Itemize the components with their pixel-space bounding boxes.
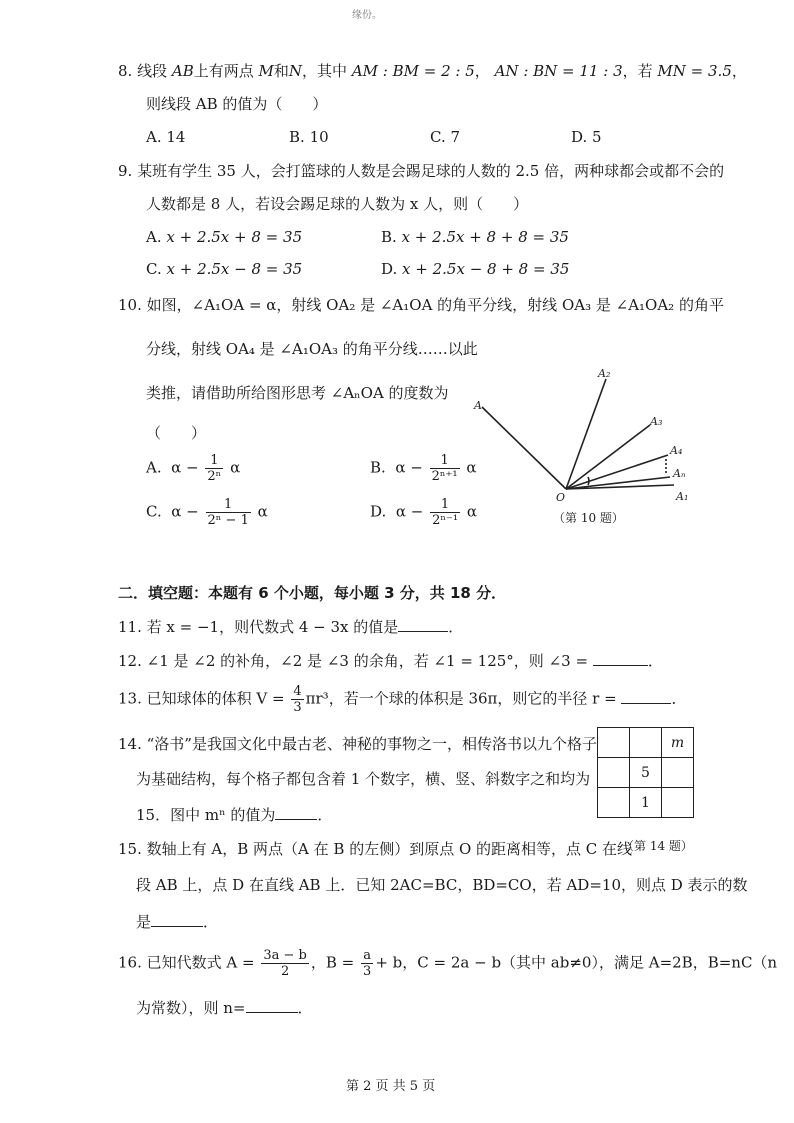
- q8-line1: [118, 62, 747, 80]
- q8-ratio: AM : BM = 2 : 5: [351, 62, 475, 80]
- q13: [118, 684, 687, 715]
- option-post: α: [466, 502, 477, 521]
- label-an: Aₙ: [673, 467, 686, 480]
- q8-line2: 则线段 AB 的值为（ ）: [146, 95, 328, 113]
- q10-number: 10.: [118, 296, 142, 314]
- grid-cell: [662, 788, 694, 818]
- q16-line2: [136, 998, 313, 1017]
- fraction-num: 4: [293, 684, 302, 699]
- q14-line2: 为基础结构，每个格子都包含着 1 个数字，横、竖、斜数字之和均为: [136, 770, 591, 788]
- q10-option-b[interactable]: [370, 453, 476, 484]
- grid-cell: [598, 728, 630, 758]
- q13-text: 已知球体的体积 V =: [146, 689, 285, 708]
- label-a3: A₃: [650, 415, 663, 428]
- q16-text: 已知代数式 A =: [146, 953, 255, 972]
- q16-number: 16.: [118, 953, 142, 972]
- q15-number: 15.: [118, 840, 142, 858]
- grid-cell: [598, 788, 630, 818]
- ray-oa: [482, 407, 566, 489]
- q13-number: 13.: [118, 689, 142, 708]
- q8-text: 和: [273, 62, 289, 80]
- option-text: 7: [450, 128, 461, 146]
- q9-text: 某班有学生 35 人，会打篮球的人数是会踢足球的人数的 2.5 倍，两种球都会或都不会的: [137, 162, 725, 180]
- q13-end: ．: [671, 689, 687, 708]
- answer-blank[interactable]: [151, 912, 203, 927]
- q10-line1: [118, 296, 724, 314]
- q13-text: πr³，若一个球的体积是 36π，则它的半径 r =: [305, 689, 617, 708]
- fraction-num: 3a − b: [263, 948, 307, 963]
- luoshu-grid: [597, 727, 694, 818]
- q12-text: ∠1 是 ∠2 的补角，∠2 是 ∠3 的余角，若 ∠1 = 125°，则 ∠3 =: [146, 652, 589, 670]
- page-footer: 第 2 页 共 5 页: [346, 1079, 436, 1094]
- grid-cell: 5: [630, 758, 662, 788]
- q8-option-a[interactable]: [146, 128, 185, 146]
- grid-cell: [630, 728, 662, 758]
- grid-cell: m: [662, 728, 694, 758]
- fraction-num: 1: [206, 497, 251, 513]
- fraction-num: 1: [430, 453, 460, 469]
- option-text: 5: [592, 128, 602, 146]
- q10-caption: （第 10 题）: [553, 511, 624, 525]
- q9-option-b[interactable]: [381, 228, 569, 246]
- option-label: B.: [370, 458, 386, 477]
- fraction-num: a: [361, 948, 373, 964]
- q15-end: ．: [203, 913, 219, 931]
- fraction: [261, 948, 309, 979]
- q15-line1: [118, 840, 632, 858]
- label-a: A: [474, 399, 482, 412]
- q9-option-d[interactable]: [381, 260, 569, 278]
- q8-point: N: [288, 62, 303, 80]
- option-pre: α −: [395, 502, 424, 521]
- label-a4: A₄: [670, 444, 683, 457]
- option-text: x + 2.5x + 8 + 8 = 35: [401, 228, 569, 246]
- q16-text: + b，C = 2a − b（其中 ab≠0），满足 A=2B，B=nC（n: [375, 953, 778, 972]
- option-text: 14: [166, 128, 186, 146]
- grid-cell: [598, 758, 630, 788]
- q8-text: 上有两点: [193, 62, 254, 80]
- fraction: [205, 453, 223, 484]
- fraction: [361, 948, 373, 979]
- fraction-den: 2ⁿ: [207, 469, 222, 484]
- q15-text: 是: [136, 913, 152, 931]
- answer-blank[interactable]: [246, 998, 298, 1013]
- q14-number: 14.: [118, 735, 142, 753]
- q12: [118, 651, 663, 670]
- q8-point: M: [258, 62, 274, 80]
- q8-seg: AB: [171, 62, 194, 80]
- fraction: [430, 453, 460, 484]
- option-text: x + 2.5x − 8 = 35: [166, 260, 303, 278]
- q8-option-c[interactable]: [430, 128, 460, 146]
- q8-option-b[interactable]: [289, 128, 329, 146]
- q9-option-a[interactable]: [146, 228, 302, 246]
- q14-text: “洛书”是我国文化中最古老、神秘的事物之一，相传洛书以九个格子: [146, 735, 597, 753]
- q12-number: 12.: [118, 652, 142, 670]
- option-pre: α −: [395, 458, 423, 477]
- answer-blank[interactable]: [398, 617, 448, 632]
- grid-cell: 1: [630, 788, 662, 818]
- q16-line1: [118, 948, 777, 979]
- q8-ratio: AN : BN = 11 : 3: [494, 62, 623, 80]
- option-pre: α −: [171, 458, 199, 477]
- option-label: C.: [146, 502, 162, 521]
- q9-number: 9.: [118, 162, 133, 180]
- fraction-num: 1: [205, 453, 223, 469]
- fraction-den: 2ⁿ⁺¹: [431, 469, 458, 484]
- option-post: α: [230, 458, 241, 477]
- q16-text: ，B =: [310, 953, 355, 972]
- option-text: x + 2.5x + 8 = 35: [166, 228, 303, 246]
- q14-line1: [118, 735, 597, 753]
- ray-oa2: [566, 379, 606, 489]
- q10-option-d[interactable]: [370, 497, 477, 528]
- q10-line3: 类推，请借助所给图形思考 ∠AₙOA 的度数为: [146, 384, 449, 402]
- q10-line4: （ ）: [146, 424, 207, 442]
- q11: [118, 617, 463, 636]
- label-o: O: [556, 491, 566, 504]
- q8-number: 8.: [118, 62, 133, 80]
- label-a1: A₁: [676, 490, 689, 503]
- fraction-den: 3: [293, 700, 302, 715]
- option-post: α: [466, 458, 477, 477]
- answer-blank[interactable]: [275, 805, 317, 820]
- q14-caption: （第 14 题）: [622, 839, 693, 853]
- q9-line1: [118, 162, 724, 180]
- q10-option-c[interactable]: [146, 497, 268, 528]
- q8-text: ，: [474, 62, 490, 80]
- q12-end: ．: [647, 652, 663, 670]
- option-label: B.: [289, 128, 305, 146]
- q8-text: ，: [731, 62, 747, 80]
- option-post: α: [257, 502, 268, 521]
- q10-angle-figure: [470, 365, 700, 525]
- option-label: D.: [571, 128, 588, 146]
- q11-text: 若 x = −1，则代数式 4 − 3x 的值是: [146, 618, 399, 636]
- q14-end: ．: [317, 806, 333, 824]
- q8-ratio: MN = 3.5: [657, 62, 732, 80]
- option-label: C.: [146, 260, 162, 278]
- q15-line3: [136, 912, 218, 931]
- option-label: D.: [370, 502, 387, 521]
- answer-blank[interactable]: [621, 689, 671, 704]
- q8-option-d[interactable]: [571, 128, 602, 146]
- q11-end: ．: [448, 618, 464, 636]
- q10-text: 如图，∠A₁OA = α，射线 OA₂ 是 ∠A₁OA 的角平分线，射线 OA₃ 是 ∠A₁OA₂ 的角平: [146, 296, 724, 314]
- q8-text: ，其中: [302, 62, 348, 80]
- q15-text: 数轴上有 A，B 两点（A 在 B 的左侧）到原点 O 的距离相等，点 C 在线: [146, 840, 633, 858]
- fraction-den: 2ⁿ⁻¹: [432, 513, 459, 528]
- q9-line2: 人数都是 8 人，若设会踢足球的人数为 x 人，则（ ）: [146, 195, 529, 213]
- fraction-den: 3: [363, 964, 372, 979]
- q16-end: ．: [297, 999, 313, 1017]
- section2-title: 二．填空题：本题有 6 个小题，每小题 3 分，共 18 分．: [118, 584, 507, 602]
- fraction: [206, 497, 251, 528]
- option-pre: α −: [171, 502, 199, 521]
- option-label: A.: [146, 458, 162, 477]
- fraction: [430, 497, 460, 528]
- q8-text: 线段: [137, 62, 168, 80]
- fraction-den: 2ⁿ − 1: [207, 513, 249, 528]
- option-label: D.: [381, 260, 398, 278]
- q9-option-c[interactable]: [146, 260, 302, 278]
- q10-option-a[interactable]: [146, 453, 240, 484]
- q8-text: ，若: [622, 62, 653, 80]
- ray-oa3: [566, 425, 650, 489]
- option-text: 10: [309, 128, 329, 146]
- fraction: [291, 684, 303, 715]
- answer-blank[interactable]: [593, 651, 648, 666]
- grid-cell: [662, 758, 694, 788]
- option-label: A.: [146, 128, 162, 146]
- q14-text: 15．图中 mⁿ 的值为: [136, 806, 276, 824]
- fraction-num: 1: [430, 497, 460, 513]
- option-label: A.: [146, 228, 162, 246]
- option-text: x + 2.5x − 8 + 8 = 35: [402, 260, 570, 278]
- q14-line3: [136, 805, 332, 824]
- label-a2: A₂: [598, 367, 611, 380]
- option-label: C.: [430, 128, 446, 146]
- q10-line2: 分线，射线 OA₄ 是 ∠A₁OA₃ 的角平分线……以此: [146, 340, 478, 358]
- q11-number: 11.: [118, 618, 142, 636]
- q16-text: 为常数），则 n=: [136, 999, 246, 1017]
- q15-line2: 段 AB 上，点 D 在直线 AB 上．已知 2AC=BC，BD=CO，若 AD=10，则点 D 表示的数: [136, 876, 748, 894]
- fraction-den: 2: [280, 964, 290, 979]
- header-mark: 缘份。: [352, 10, 382, 21]
- option-label: B.: [381, 228, 397, 246]
